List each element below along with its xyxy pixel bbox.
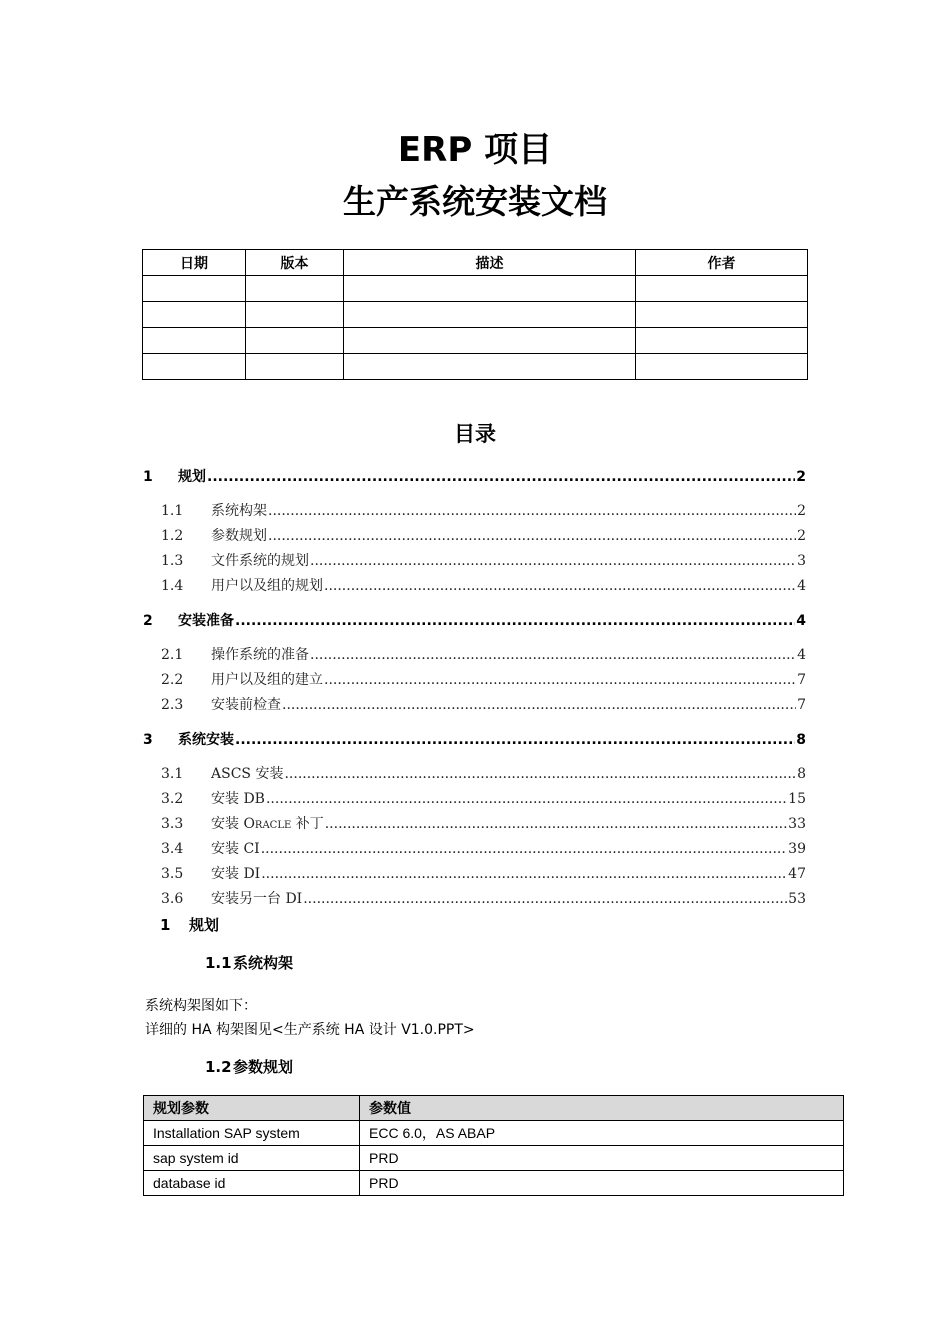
toc-entry[interactable] (143, 863, 806, 883)
toc-leader-dots (207, 468, 795, 486)
table-cell (143, 354, 246, 380)
toc-entry-page: 33 (788, 816, 806, 832)
toc-entry-label: 用户以及组的规划 (211, 578, 323, 594)
table-cell (246, 354, 344, 380)
body-text: 系统构架图如下： (145, 998, 257, 1014)
toc-entry-page: 3 (797, 553, 806, 569)
toc-entry-page: 4 (797, 647, 806, 663)
table-row (143, 328, 808, 354)
toc-entry-page: 7 (797, 672, 806, 688)
toc-entry[interactable] (143, 644, 806, 664)
toc-entry[interactable] (143, 525, 806, 545)
table-cell (143, 328, 246, 354)
toc-entry-label: 安装 DI (211, 866, 261, 882)
table-cell (636, 302, 808, 328)
toc-entry-number: 3.5 (161, 866, 184, 882)
section-number: 1.2 (205, 1058, 232, 1076)
header-version: 版本 (246, 250, 344, 276)
toc-entry-number: 1.4 (161, 578, 184, 594)
toc-entry[interactable] (143, 669, 806, 689)
toc-entry-label: 系统构架 (211, 503, 267, 519)
section-title: 参数规划 (233, 1058, 294, 1076)
toc-entry-number: 2.2 (161, 672, 184, 688)
toc-entry-number: 1.1 (161, 503, 184, 519)
toc-entry-page: 8 (797, 766, 806, 782)
toc-leader-dots (324, 577, 796, 595)
toc-entry-number: 3.6 (161, 891, 184, 907)
toc-entry-page: 39 (788, 841, 806, 857)
toc-entry-number: 3.3 (161, 816, 184, 832)
toc-leader-dots (303, 890, 787, 908)
header-date: 日期 (143, 250, 246, 276)
toc-entry-number: 1.2 (161, 528, 184, 544)
toc-entry-number: 1 (143, 469, 153, 485)
toc-leader-dots (310, 646, 796, 664)
table-cell (344, 276, 636, 302)
toc-entry[interactable] (143, 500, 806, 520)
table-cell (344, 354, 636, 380)
section-number: 1 (160, 916, 171, 934)
toc-entry-label: 安装准备 (178, 613, 234, 629)
toc-entry-page: 2 (797, 503, 806, 519)
toc-leader-dots (268, 527, 796, 545)
toc-leader-dots (235, 612, 795, 630)
revision-table (142, 249, 808, 380)
toc-entry-page: 4 (796, 613, 806, 629)
table-cell (636, 276, 808, 302)
body-text: 详细的 HA 构架图见<生产系统 HA 设计 V1.0.PPT> (145, 1022, 475, 1038)
toc-entry-label: 安装 DB (211, 791, 265, 807)
table-cell: ECC 6.0，AS ABAP (360, 1121, 844, 1146)
section-title: 规划 (189, 916, 220, 934)
toc-entry-label: 安装另一台 DI (211, 891, 303, 907)
toc-entry-label: 文件系统的规划 (211, 553, 309, 569)
table-cell: database id (144, 1171, 360, 1196)
toc-entry-number: 3.2 (161, 791, 184, 807)
toc-entry-label: ASCS 安装 (211, 766, 284, 782)
header-value: 参数值 (360, 1096, 844, 1121)
toc-entry-page: 2 (796, 469, 806, 485)
toc-leader-dots (325, 815, 787, 833)
table-cell (143, 302, 246, 328)
toc-entry-number: 3 (143, 732, 153, 748)
toc-leader-dots (266, 790, 787, 808)
table-cell (636, 354, 808, 380)
table-row (144, 1146, 844, 1171)
section-number: 1.1 (205, 954, 232, 972)
header-description: 描述 (344, 250, 636, 276)
table-cell (246, 276, 344, 302)
toc-leader-dots (261, 865, 787, 883)
toc-leader-dots (284, 765, 796, 783)
table-row (144, 1171, 844, 1196)
table-row (143, 276, 808, 302)
section-heading-1 (160, 914, 219, 935)
toc-entry[interactable] (143, 838, 806, 858)
toc-title: 目录 (454, 422, 496, 446)
table-cell (143, 276, 246, 302)
toc-entry-label: 规划 (178, 469, 206, 485)
toc-entry-number: 2.3 (161, 697, 184, 713)
parameter-table-header (144, 1096, 844, 1121)
toc-leader-dots (282, 696, 796, 714)
parameter-table (143, 1095, 844, 1196)
toc-entry-number: 1.3 (161, 553, 184, 569)
table-cell (344, 302, 636, 328)
toc-leader-dots (310, 552, 796, 570)
toc-entry-page: 7 (797, 697, 806, 713)
toc-leader-dots (268, 502, 796, 520)
toc-entry-number: 3.1 (161, 766, 184, 782)
table-row (143, 354, 808, 380)
toc-entry[interactable] (143, 729, 806, 749)
toc-entry[interactable] (143, 466, 806, 486)
table-cell (246, 302, 344, 328)
table-cell: PRD (360, 1171, 844, 1196)
header-author: 作者 (636, 250, 808, 276)
toc-entry-label: 系统安装 (178, 732, 234, 748)
toc-entry[interactable] (143, 888, 806, 908)
toc-entry-page: 15 (788, 791, 806, 807)
toc-entry-page: 2 (797, 528, 806, 544)
toc-entry-label: 安装前检查 (211, 697, 281, 713)
toc-entry[interactable] (143, 610, 806, 630)
toc-entry[interactable] (143, 763, 806, 783)
header-parameter: 规划参数 (144, 1096, 360, 1121)
toc-leader-dots (324, 671, 796, 689)
section-title: 系统构架 (233, 954, 294, 972)
toc-leader-dots (261, 840, 787, 858)
table-cell: sap system id (144, 1146, 360, 1171)
toc-entry-number: 2 (143, 613, 153, 629)
table-row (143, 302, 808, 328)
document-subtitle: 生产系统安装文档 (343, 182, 607, 221)
toc-entry-page: 47 (788, 866, 806, 882)
table-cell (246, 328, 344, 354)
section-heading-1-1 (205, 952, 293, 973)
toc-entry-label: 用户以及组的建立 (211, 672, 323, 688)
toc-leader-dots (235, 731, 795, 749)
table-cell: Installation SAP system (144, 1121, 360, 1146)
toc-entry[interactable] (143, 694, 806, 714)
document-title: ERP 项目 (397, 130, 553, 170)
revision-table-header (143, 250, 808, 276)
table-cell: PRD (360, 1146, 844, 1171)
table-cell (636, 328, 808, 354)
section-heading-1-2 (205, 1056, 293, 1077)
toc-entry-label: 安装 CI (211, 841, 260, 857)
toc-entry[interactable] (143, 788, 806, 808)
toc-entry[interactable] (143, 575, 806, 595)
toc-entry[interactable] (143, 550, 806, 570)
toc-entry-page: 4 (797, 578, 806, 594)
toc-entry[interactable] (143, 813, 806, 833)
toc-entry-page: 53 (788, 891, 806, 907)
toc-entry-label: 参数规划 (211, 528, 267, 544)
toc-entry-label: 操作系统的准备 (211, 647, 309, 663)
table-cell (344, 328, 636, 354)
toc-entry-label: 安装 Oracle 补丁 (211, 816, 324, 832)
table-row (144, 1121, 844, 1146)
toc-entry-page: 8 (796, 732, 806, 748)
toc-entry-number: 2.1 (161, 647, 184, 663)
toc-entry-number: 3.4 (161, 841, 184, 857)
